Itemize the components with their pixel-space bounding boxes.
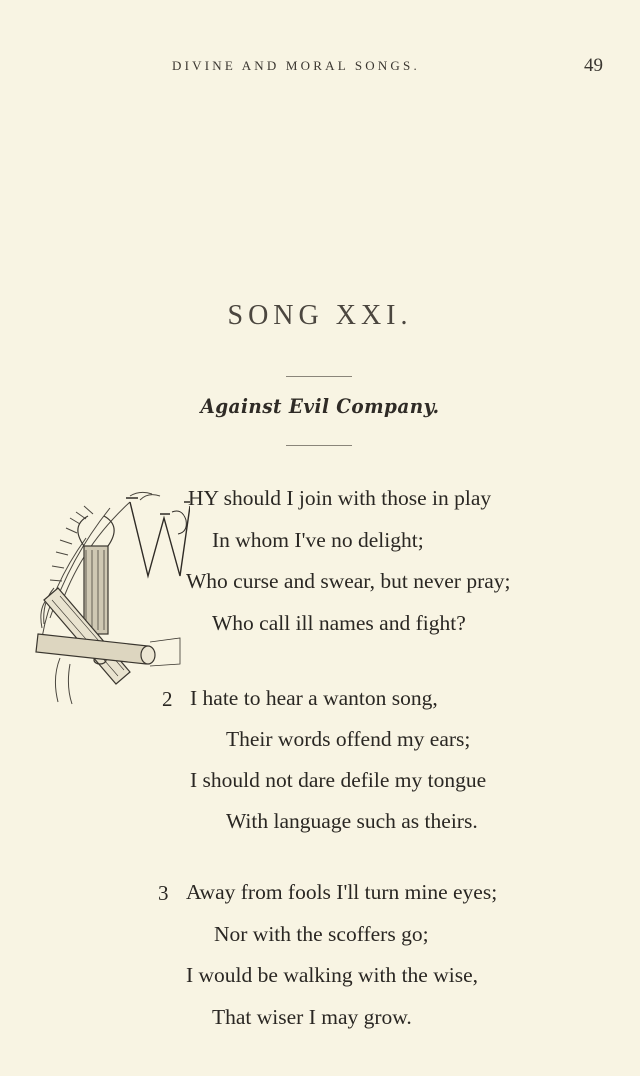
verse-1-line-1: HY should I join with those in play [188,486,492,510]
page-number: 49 [584,55,603,76]
lyre-ornament [78,516,114,634]
running-head [0,55,640,80]
verse-2-number: 2 [162,687,173,711]
drop-cap-letter [126,498,190,576]
verse-1-line-3: Who curse and swear, but never pray; [186,569,511,593]
verse-2-line-1: I hate to hear a wanton song, [190,686,438,710]
verse-3-line-3: I would be walking with the wise, [186,963,478,987]
verse-3-number: 3 [158,881,169,905]
verse-2-line-4: With language such as theirs. [226,809,478,833]
verse-1-line-4: Who call ill names and fight? [212,611,466,635]
title-rule-bottom [286,445,352,446]
title-rule-top [286,376,352,377]
verse-2-line-3: I should not dare defile my tongue [190,768,487,792]
verse-3-line-4: That wiser I may grow. [212,1005,412,1029]
verse-2-line-2: Their words offend my ears; [226,727,471,751]
running-title: DIVINE AND MORAL SONGS. [172,58,420,73]
song-subtitle: Against Evil Company. [200,394,440,418]
verse-1-line-2: In whom I've no delight; [212,528,424,552]
verse-3-line-1: Away from fools I'll turn mine eyes; [186,880,498,904]
drop-cap-ornament [30,488,190,720]
verse-3-line-2: Nor with the scoffers go; [214,922,429,946]
song-number: SONG XXI. [227,300,413,331]
